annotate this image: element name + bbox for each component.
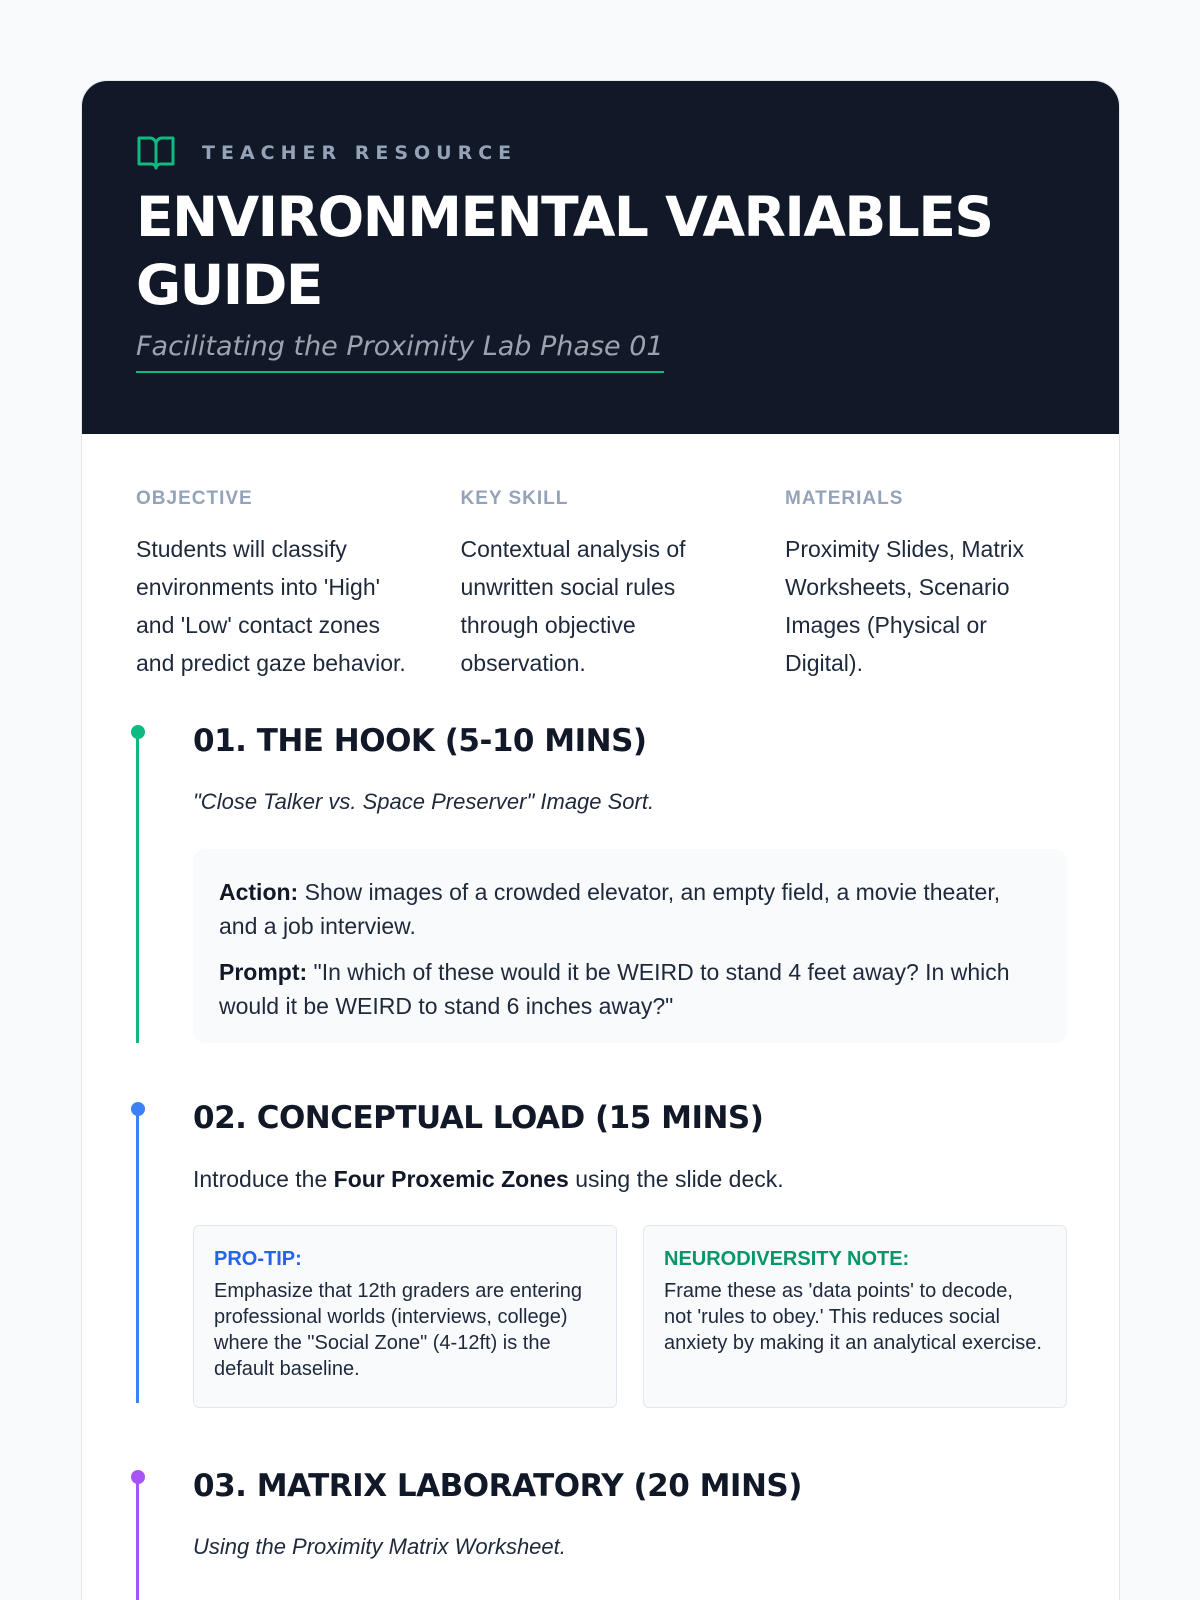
section-title: 01. THE HOOK (5-10 MINS) <box>193 723 647 759</box>
intro-pre: Introduce the <box>193 1166 334 1192</box>
prompt-label: Prompt: <box>219 959 308 985</box>
note-label: NEURODIVERSITY NOTE: <box>664 1248 910 1270</box>
eyebrow <box>136 133 1065 173</box>
meta-text: Contextual analysis of unwritten social rules through objective observation. <box>460 536 686 676</box>
note-label: PRO-TIP: <box>214 1248 302 1270</box>
meta-label: MATERIALS <box>785 488 904 509</box>
book-open-icon <box>136 134 176 172</box>
meta-label: KEY SKILL <box>460 488 569 509</box>
resource-card <box>81 80 1120 1600</box>
intro-bold: Four Proxemic Zones <box>333 1166 569 1192</box>
section-intro <box>193 1164 784 1194</box>
page-title: ENVIRONMENTAL VARIABLES GUIDE <box>136 185 993 317</box>
neurodiversity-note <box>643 1225 1067 1408</box>
action-text: Show images of a crowded elevator, an empty field, a movie theater, and a job interview. <box>219 879 1001 939</box>
prompt-text: "In which of these would it be WEIRD to stand 4 feet away? In which would it be WEIRD to stand 6 inches away?" <box>219 959 1010 1019</box>
action-paragraph <box>219 875 1041 943</box>
hook-box <box>193 849 1067 1043</box>
timeline-line <box>136 733 139 1043</box>
meta-objective <box>136 488 461 682</box>
timeline-line <box>136 1110 139 1403</box>
section-title: 03. MATRIX LABORATORY (20 MINS) <box>193 1468 802 1504</box>
page-subtitle: Facilitating the Proximity Lab Phase 01 <box>136 327 664 373</box>
meta-key-skill <box>461 488 786 682</box>
section-subtitle: Using the Proximity Matrix Worksheet. <box>193 1534 566 1559</box>
meta-row <box>82 434 1119 682</box>
section-title: 02. CONCEPTUAL LOAD (15 MINS) <box>193 1100 764 1136</box>
meta-materials <box>785 488 1065 682</box>
prompt-paragraph <box>219 955 1041 1023</box>
note-text: Emphasize that 12th graders are entering professional worlds (interviews, college) where the "Social Zone" (4-12ft) is the default baseline. <box>214 1280 582 1380</box>
header <box>82 81 1119 434</box>
timeline-line <box>136 1478 139 1600</box>
meta-text: Proximity Slides, Matrix Worksheets, Scenario Images (Physical or Digital). <box>785 536 1024 676</box>
action-label: Action: <box>219 879 299 905</box>
meta-label: OBJECTIVE <box>136 488 253 509</box>
note-text: Frame these as 'data points' to decode, not 'rules to obey.' This reduces social anxiety by making it an analytical exercise. <box>664 1280 1042 1354</box>
intro-post: using the slide deck. <box>568 1166 784 1192</box>
meta-text: Students will classify environments into 'High' and 'Low' contact zones and predict gaze behavior. <box>136 536 406 676</box>
pro-tip-note <box>193 1225 617 1408</box>
eyebrow-label: TEACHER RESOURCE <box>202 142 518 164</box>
section-subtitle: "Close Talker vs. Space Preserver" Image Sort. <box>193 789 655 814</box>
